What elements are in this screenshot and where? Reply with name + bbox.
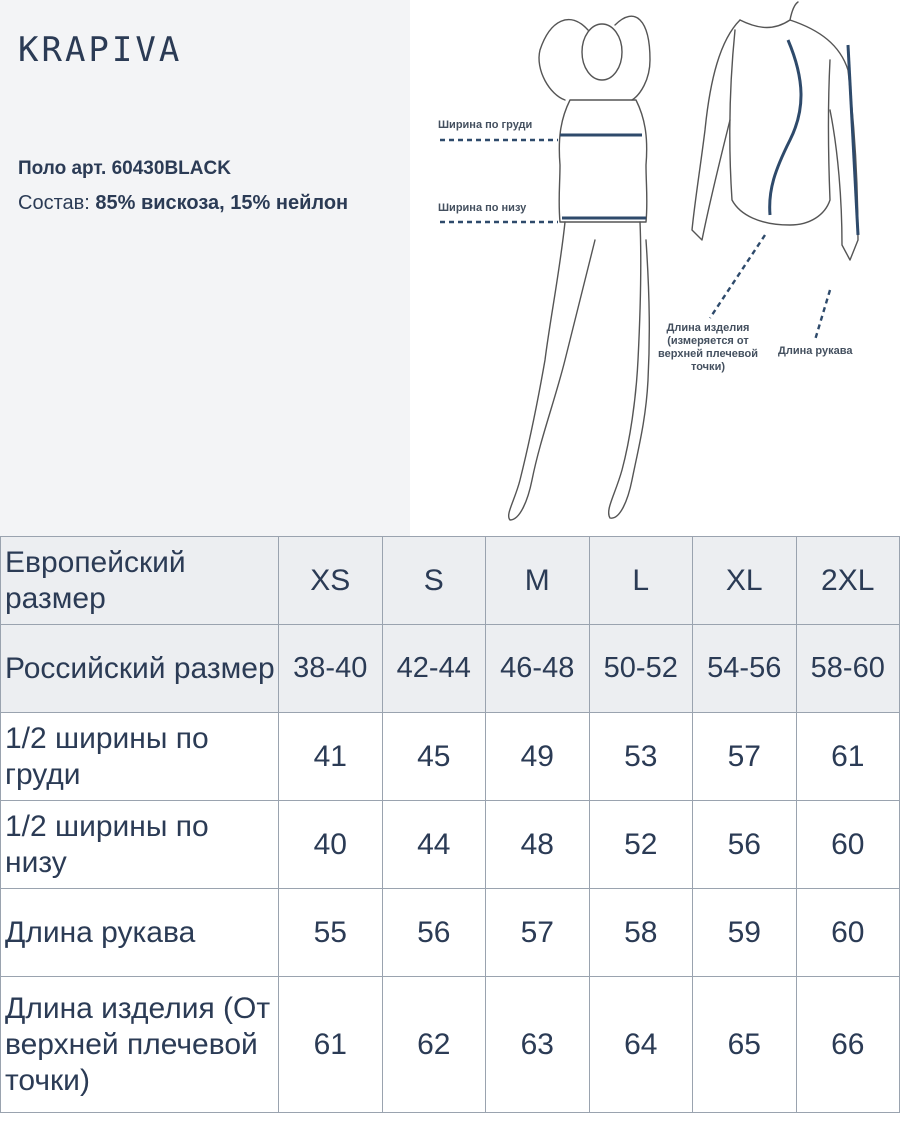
table-cell: 46-48 [486, 625, 590, 713]
table-cell: 54-56 [693, 625, 797, 713]
brand-logo: KRAPIVA [18, 30, 183, 70]
table-cell: 62 [382, 977, 486, 1113]
table-cell: 48 [486, 801, 590, 889]
sleeve-pointer [815, 290, 830, 340]
table-cell: 60 [796, 889, 900, 977]
table-cell: L [589, 537, 693, 625]
right-leg [609, 222, 650, 518]
table-cell: 63 [486, 977, 590, 1113]
length-label-line-1: Длина изделия [666, 322, 750, 334]
table-cell: 52 [589, 801, 693, 889]
composition-value: 85% вискоза, 15% нейлон [95, 192, 349, 214]
table-cell: 55 [279, 889, 383, 977]
table-cell: 60 [796, 801, 900, 889]
table-cell: 45 [382, 713, 486, 801]
length-measure-line [770, 40, 801, 215]
composition-label: Состав: [18, 192, 96, 214]
table-cell: 56 [382, 889, 486, 977]
table-cell: 56 [693, 801, 797, 889]
row-label-chest: 1/2 ширины по груди [1, 713, 279, 801]
hem-label: Ширина по низу [438, 202, 527, 214]
table-row [1, 625, 900, 713]
shirt-neck [790, 2, 798, 20]
figure-drawing [410, 0, 900, 536]
table-cell: 61 [279, 977, 383, 1113]
header-panel [0, 0, 410, 536]
sleeve-measure-line [848, 45, 858, 235]
table-cell: 2XL [796, 537, 900, 625]
product-title: Поло арт. 60430BLACK [18, 158, 231, 179]
table-cell: 42-44 [382, 625, 486, 713]
size-table [0, 536, 900, 1113]
table-cell: 44 [382, 801, 486, 889]
length-label-line-2: (измеряется от [667, 335, 749, 347]
left-arm-raised [539, 20, 588, 100]
table-cell: 66 [796, 977, 900, 1113]
table-cell: XL [693, 537, 797, 625]
shirt-body [730, 30, 830, 225]
table-cell: 61 [796, 713, 900, 801]
row-label-sleeve: Длина рукава [1, 889, 279, 977]
table-cell: 38-40 [279, 625, 383, 713]
length-label-line-4: точки) [690, 361, 725, 373]
tank-top-outline [559, 100, 647, 222]
sleeve-label: Длина рукава [778, 345, 853, 357]
length-label-line-3: верхней плечевой [658, 348, 758, 360]
chest-label: Ширина по груди [438, 119, 533, 131]
table-cell: 41 [279, 713, 383, 801]
table-row [1, 713, 900, 801]
table-cell: M [486, 537, 590, 625]
table-cell: 58 [589, 889, 693, 977]
table-cell: XS [279, 537, 383, 625]
table-cell: 49 [486, 713, 590, 801]
table-cell: 58-60 [796, 625, 900, 713]
table-cell: 53 [589, 713, 693, 801]
table-cell: 40 [279, 801, 383, 889]
row-label-length: Длина изделия (От верхней плечевой точки) [1, 977, 279, 1113]
left-leg [509, 222, 595, 520]
table-cell: 57 [486, 889, 590, 977]
right-arm-raised [615, 16, 650, 100]
table-cell: 64 [589, 977, 693, 1113]
row-label-eu-size: Европейский размер [1, 537, 279, 625]
measurement-illustration [410, 0, 900, 536]
table-cell: 57 [693, 713, 797, 801]
head-outline [582, 24, 622, 80]
table-row [1, 977, 900, 1113]
product-composition [18, 192, 348, 215]
table-row [1, 537, 900, 625]
table-row [1, 801, 900, 889]
length-pointer [710, 235, 765, 318]
row-label-hem: 1/2 ширины по низу [1, 801, 279, 889]
row-label-ru-size: Российский размер [1, 625, 279, 713]
table-cell: S [382, 537, 486, 625]
table-row [1, 889, 900, 977]
table-cell: 65 [693, 977, 797, 1113]
table-cell: 59 [693, 889, 797, 977]
table-cell: 50-52 [589, 625, 693, 713]
length-label [648, 322, 768, 374]
